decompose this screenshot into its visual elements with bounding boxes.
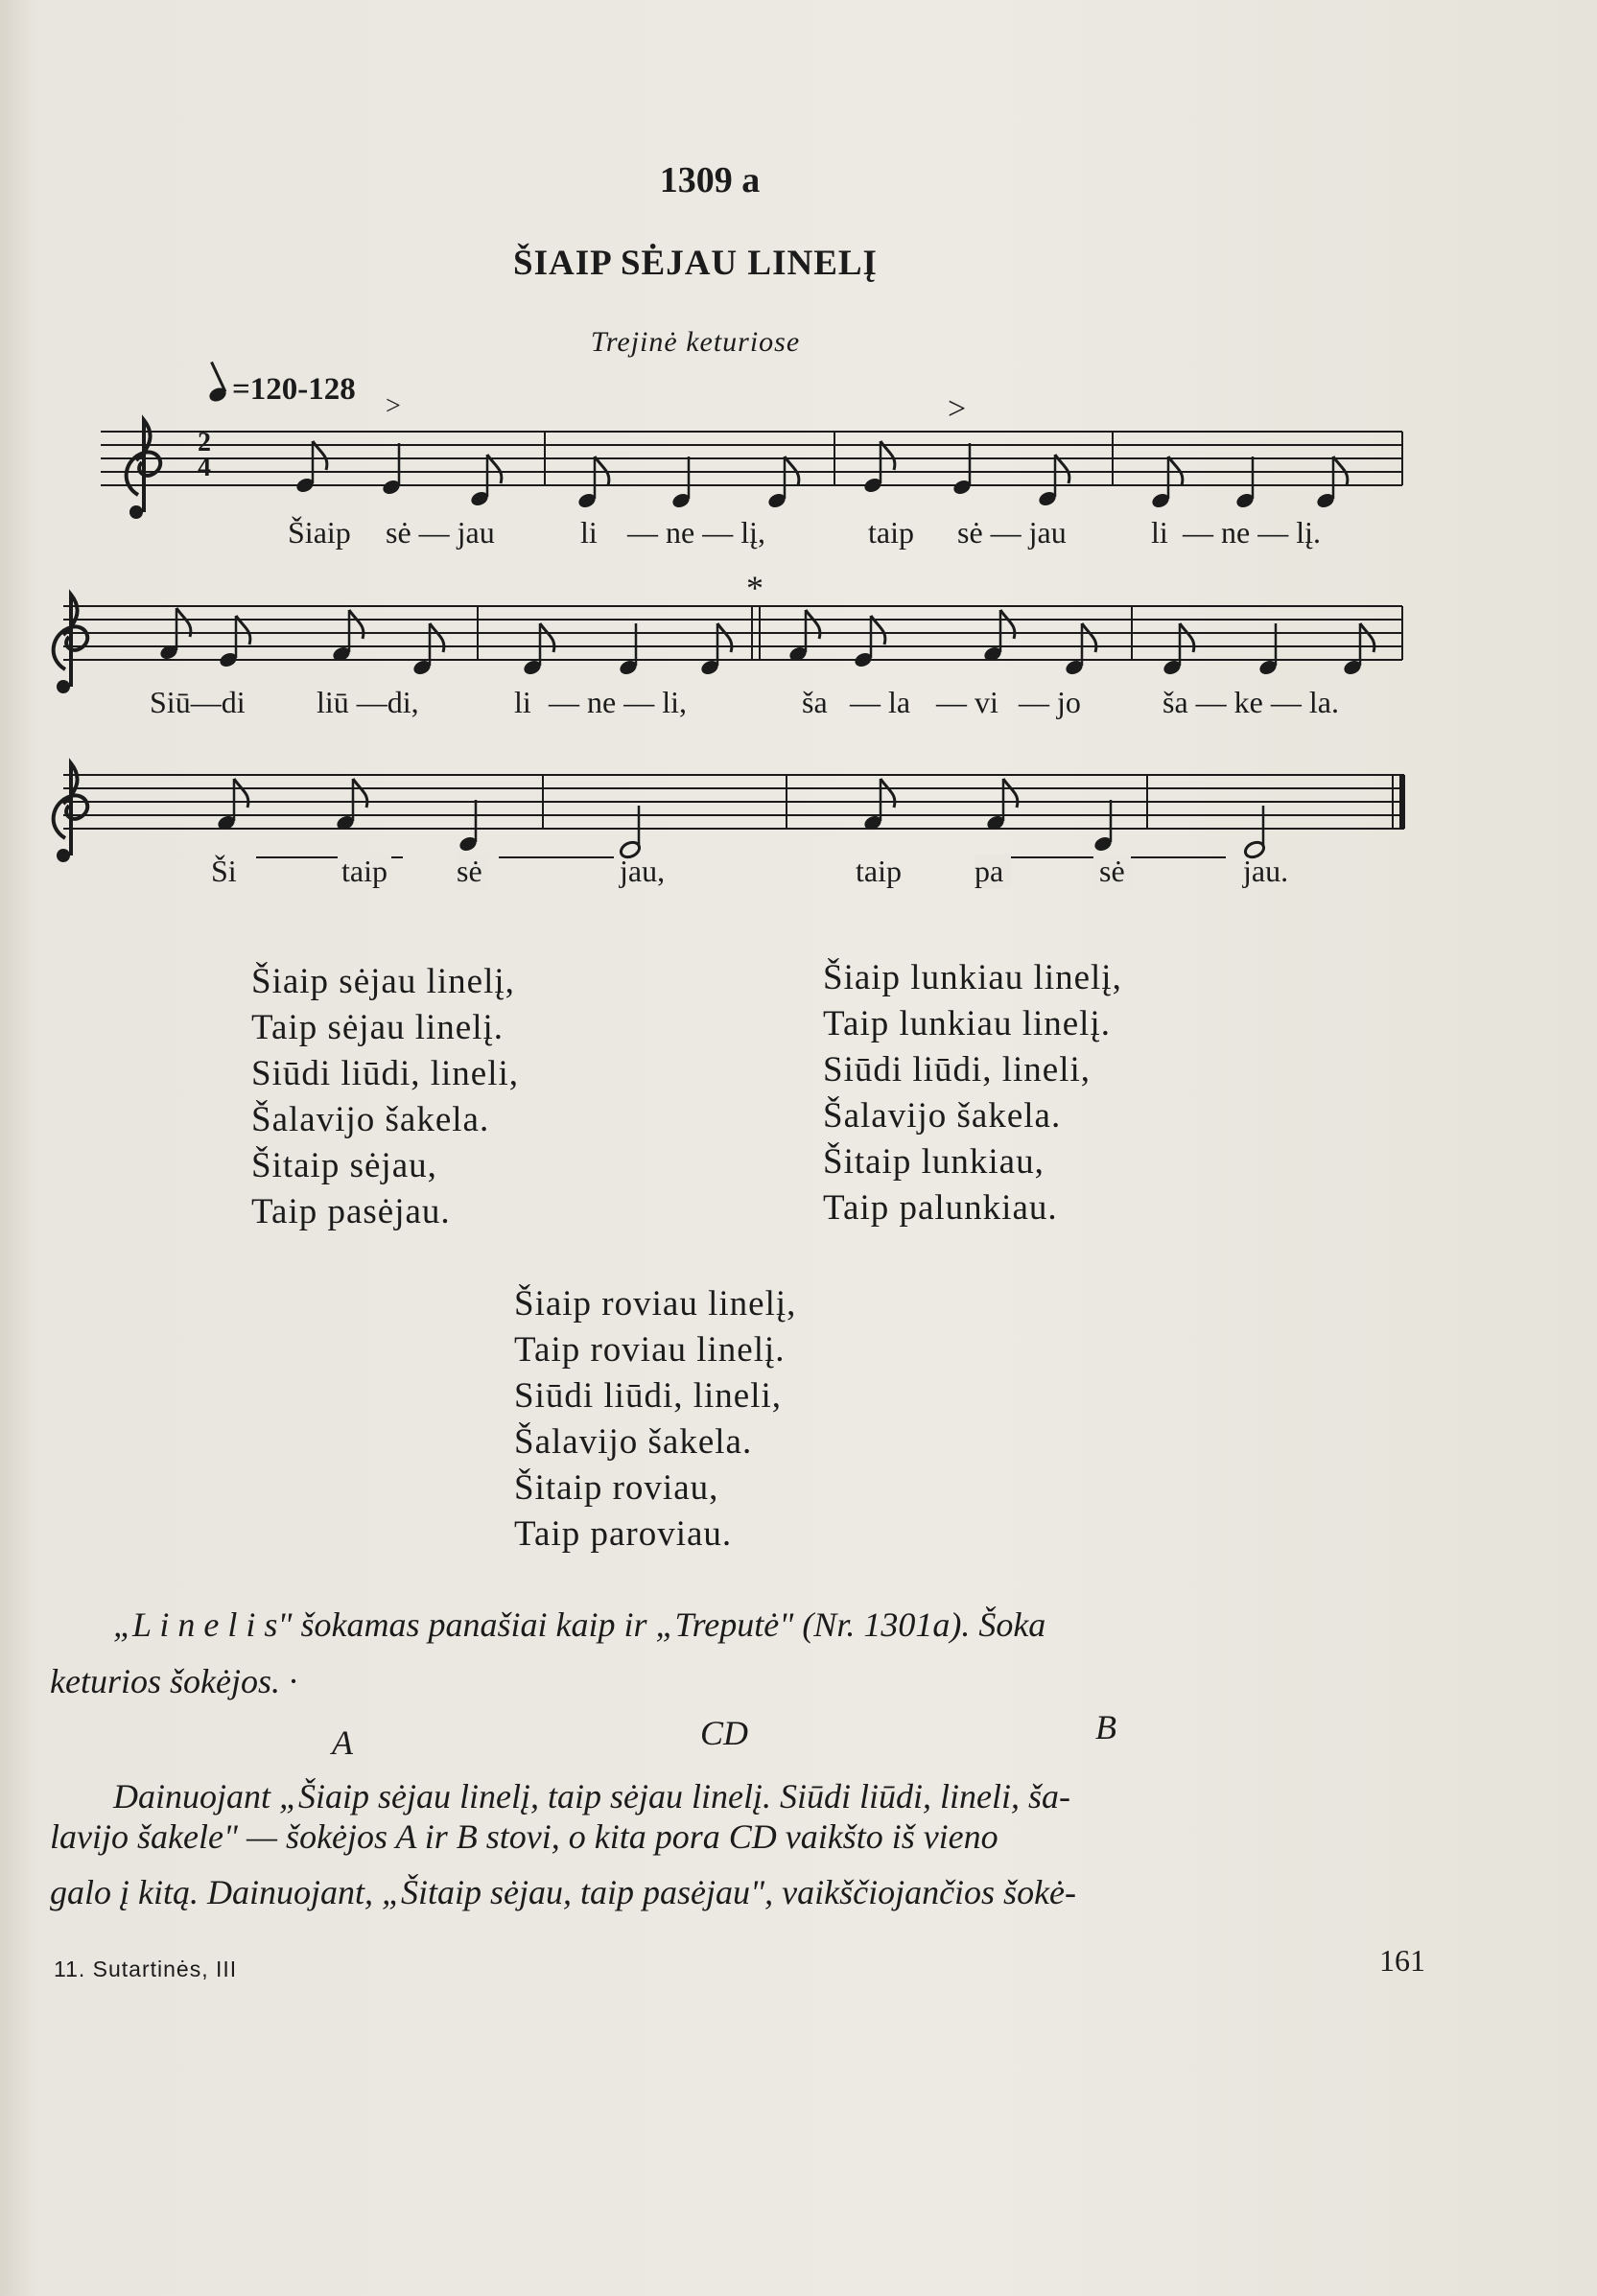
- lyric-syllable: Šiaip: [288, 515, 351, 550]
- note: [853, 616, 885, 669]
- song-title: ŠIAIP SĖJAU LINELĮ: [513, 244, 878, 283]
- treble-clef-icon: [127, 420, 161, 519]
- lyric-syllable: li: [1151, 515, 1168, 550]
- treble-clef-icon: [54, 763, 88, 862]
- stanza-line: Siūdi liūdi, lineli,: [251, 1054, 520, 1093]
- description-line: „L i n e l i s" šokamas panašiai kaip ir „Treputė" (Nr. 1301a). Šoka: [113, 1605, 1046, 1644]
- note: [331, 610, 364, 664]
- lyric-syllable: taip: [338, 854, 391, 889]
- lyric-syllable: — jo: [1019, 685, 1081, 719]
- staff-2: [54, 595, 1402, 693]
- song-subtitle: Trejinė keturiose: [590, 326, 801, 358]
- stanza-line: Šitaip lunkiau,: [823, 1142, 1045, 1182]
- note: [1162, 623, 1194, 677]
- note: [218, 616, 250, 669]
- note: [1243, 806, 1266, 860]
- treble-clef-icon: [54, 595, 88, 693]
- stanza-3: [514, 1281, 796, 1558]
- lyric-syllable: jau.: [1243, 854, 1289, 888]
- stanza-2: [823, 955, 1122, 1231]
- lyric-syllable: taip: [856, 854, 902, 888]
- stanza-line: Šitaip sėjau,: [251, 1146, 437, 1185]
- stanza-line: Taip palunkiau.: [823, 1188, 1058, 1228]
- note: [381, 443, 402, 497]
- lyric-syllable: liū —di,: [317, 685, 419, 719]
- note: [699, 623, 732, 677]
- lyric-syllable: pa: [975, 854, 1011, 889]
- lyric-syllable: sė: [1093, 854, 1131, 889]
- lyric-syllable: — ne — lį,: [627, 515, 765, 550]
- page-number: 161: [1379, 1943, 1425, 1978]
- note: [522, 623, 554, 677]
- stanza-1: [251, 959, 519, 1235]
- accent-mark: >: [948, 391, 967, 427]
- description-line: Dainuojant „Šiaip sėjau linelį, taip sėjau linelį. Siūdi liūdi, lineli, ša-: [113, 1777, 1070, 1816]
- lyric-syllable: — vi: [936, 685, 998, 719]
- note: [766, 457, 799, 510]
- note: [787, 610, 820, 664]
- stanza-line: Šalavijo šakela.: [251, 1100, 490, 1139]
- dancer-label-a: A: [332, 1723, 353, 1762]
- lyric-syllable: — la: [850, 685, 911, 719]
- time-signature-bottom: 4: [198, 453, 211, 482]
- note: [1342, 623, 1374, 677]
- time-signature-top: 2: [198, 428, 211, 457]
- staff-1: [101, 420, 1402, 519]
- stanza-line: Taip roviau linelį.: [514, 1330, 786, 1370]
- time-signature: [198, 428, 211, 482]
- note: [985, 779, 1018, 832]
- lyric-syllable: li: [580, 515, 598, 550]
- stanza-line: Šalavijo šakela.: [514, 1422, 753, 1462]
- accent-mark: >: [386, 391, 401, 421]
- stanza-line: Šiaip sėjau linelį,: [251, 962, 515, 1001]
- note: [216, 779, 248, 832]
- lyric-syllable: Siū—di: [150, 685, 246, 719]
- lyric-syllable: sė: [457, 854, 488, 889]
- lyric-syllable: jau,: [620, 854, 666, 888]
- note: [1234, 457, 1256, 510]
- note: [982, 610, 1015, 664]
- note: [1257, 623, 1279, 677]
- note: [1092, 800, 1114, 854]
- note: [951, 443, 973, 497]
- note: [1037, 455, 1069, 508]
- tempo-value: =120-128: [232, 372, 356, 407]
- stanza-line: Taip paroviau.: [514, 1514, 733, 1554]
- description-line: galo į kitą. Dainuojant, „Šitaip sėjau, taip pasėjau", vaikščiojančios šokė-: [50, 1873, 1077, 1911]
- song-number: 1309 a: [659, 160, 761, 200]
- note: [469, 455, 502, 508]
- note: [619, 806, 642, 860]
- stanza-line: Siūdi liūdi, lineli,: [823, 1050, 1092, 1089]
- lyric-syllable: — ne — lį.: [1183, 515, 1321, 550]
- stanza-line: Šiaip roviau linelį,: [514, 1284, 797, 1324]
- lyric-syllable: li: [514, 685, 531, 719]
- description-line: lavijo šakele" — šokėjos A ir B stovi, o kita pora CD vaikšto iš vieno: [50, 1817, 998, 1856]
- lyric-syllable: sė — jau: [957, 515, 1067, 550]
- dancer-label-b: B: [1095, 1708, 1116, 1746]
- note: [1315, 457, 1348, 510]
- stanza-line: Šalavijo šakela.: [823, 1096, 1062, 1136]
- note: [411, 623, 444, 677]
- note: [618, 623, 639, 677]
- stanza-line: Taip sėjau linelį.: [251, 1008, 505, 1047]
- note: [335, 779, 367, 832]
- note: [576, 457, 609, 510]
- footer-signature: 11. Sutartinės, III: [54, 1956, 238, 1981]
- stanza-line: Taip pasėjau.: [251, 1192, 451, 1231]
- lyric-syllable: Ši: [211, 854, 256, 889]
- description-line: keturios šokėjos. ·: [50, 1662, 297, 1700]
- stanza-line: Šiaip lunkiau linelį,: [823, 958, 1122, 997]
- stanza-line: Siūdi liūdi, lineli,: [514, 1376, 783, 1416]
- lyric-syllable: ša — ke — la.: [1163, 685, 1339, 719]
- lyric-syllable: taip: [868, 515, 914, 550]
- note: [862, 779, 895, 832]
- staff-3: [54, 763, 1404, 862]
- lyric-syllable: ša: [802, 685, 828, 719]
- lyric-syllable: sė — jau: [386, 515, 495, 550]
- note: [458, 800, 479, 854]
- asterisk-mark: *: [746, 569, 763, 607]
- note: [862, 441, 895, 495]
- dancer-label-cd: CD: [700, 1714, 749, 1752]
- music-score: [0, 0, 1597, 921]
- stanza-line: Taip lunkiau linelį.: [823, 1004, 1111, 1043]
- lyric-syllable: — ne — li,: [549, 685, 687, 719]
- stanza-line: Šitaip roviau,: [514, 1468, 719, 1508]
- note: [1064, 623, 1096, 677]
- note: [158, 608, 191, 662]
- extender-line: [499, 856, 614, 858]
- note: [670, 457, 692, 510]
- note: [294, 441, 327, 495]
- note: [1150, 457, 1183, 510]
